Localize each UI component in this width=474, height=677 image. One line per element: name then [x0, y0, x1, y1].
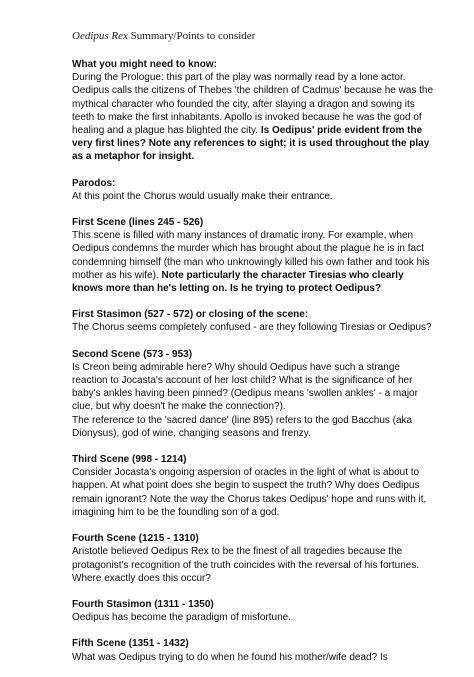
section-heading: Fourth Stasimon (1311 - 1350) [72, 598, 214, 610]
page-header [72, 30, 255, 42]
section [72, 216, 434, 295]
header-title-italic: Oedipus Rex [72, 30, 128, 42]
section [72, 453, 434, 519]
section-paragraph [72, 545, 434, 585]
section [72, 308, 434, 334]
section-heading: Fourth Scene (1215 - 1310) [72, 533, 199, 545]
section-paragraph [72, 414, 434, 440]
section-paragraph [72, 361, 434, 414]
section-paragraph [72, 466, 434, 519]
section-heading: Parodos: [72, 177, 116, 189]
section-heading: Second Scene (573 - 953) [72, 348, 193, 360]
section-paragraph [72, 651, 434, 664]
section-paragraph [72, 229, 434, 295]
paragraph-text: Consider Jocasta's ongoing aspersion of oracles in the light of what is about to happen. At what point does she begin to suspect the truth? Why does Oedipus remain ignorant? Note the way the Chorus takes Oedipus' hope and runs with it, imagining him to be the foundling son of a god. [72, 467, 427, 518]
section-heading: Fifth Scene (1351 - 1432) [72, 638, 189, 650]
document-body [72, 58, 434, 677]
section [72, 598, 434, 624]
paragraph-text: Aristotle believed Oedipus Rex to be the finest of all tragedies because the protagonist's recognition of the truth coincides with the reversal of his fortunes. Where exactly does this occur? [72, 546, 420, 584]
section [72, 58, 434, 164]
paragraph-text: The Chorus seems completely confused - are they following Tiresias or Oedipus? [72, 322, 432, 334]
paragraph-bold-question: Note particularly the character Tiresias who clearly knows more than he's letting on. Is he trying to protect Oedipus? [72, 269, 404, 295]
section [72, 637, 434, 663]
section [72, 177, 434, 203]
paragraph-text: During the Prologue: this part of the play was normally read by a lone actor. Oedipus calls the citizens of Thebes 'the children of Cadmus' because he was the mythical character who founded the city, after slaying a dragon and sowing its teeth to make the first inhabitants. Apollo is invoked because he was the god of healing and a plague has blighted the city. [72, 72, 434, 137]
section-heading: Third Scene (998 - 1214) [72, 454, 187, 466]
paragraph-text: The reference to the 'sacred dance' (line 895) refers to the god Bacchus (aka Dionysus), god of wine, changing seasons and frenzy. [72, 414, 413, 439]
paragraph-text: Oedipus has become the paradigm of misfortune. [72, 612, 292, 624]
section-paragraph [72, 611, 434, 624]
section-heading: First Scene (lines 245 - 526) [72, 217, 204, 229]
paragraph-text: This scene is filled with many instances of dramatic irony. For example, when Oedipus condemns the murder which has brought about the plague he is in fact condemning himself (the man who unknowingly killed his own father and took his mother as his wife). [72, 230, 430, 281]
paragraph-text: At this point the Chorus would usually make their entrance. [72, 190, 333, 202]
header-title-rest: Summary/Points to consider [127, 30, 256, 42]
section [72, 532, 434, 585]
section-paragraph [72, 190, 434, 203]
paragraph-bold-question: Is Oedipus' pride evident from the very first lines? Note any references to sight; it is used throughout the play as a metaphor for insight. [72, 125, 430, 163]
paragraph-text: What was Oedipus trying to do when he found his mother/wife dead? Is [72, 651, 388, 663]
section-heading: First Stasimon (527 - 572) or closing of the scene: [72, 309, 309, 321]
paragraph-text: Is Creon being admirable here? Why should Oedipus have such a strange reaction to Jocasta's account of her lost child? What is the significance of her baby's ankles having been pinned? (Oedipus means 'swollen ankles' - a major clue, but why doesn't he make the connection?). [72, 361, 418, 413]
section-paragraph [72, 321, 434, 334]
section [72, 348, 434, 440]
section-heading: What you might need to know: [72, 59, 217, 70]
section-paragraph [72, 71, 434, 163]
